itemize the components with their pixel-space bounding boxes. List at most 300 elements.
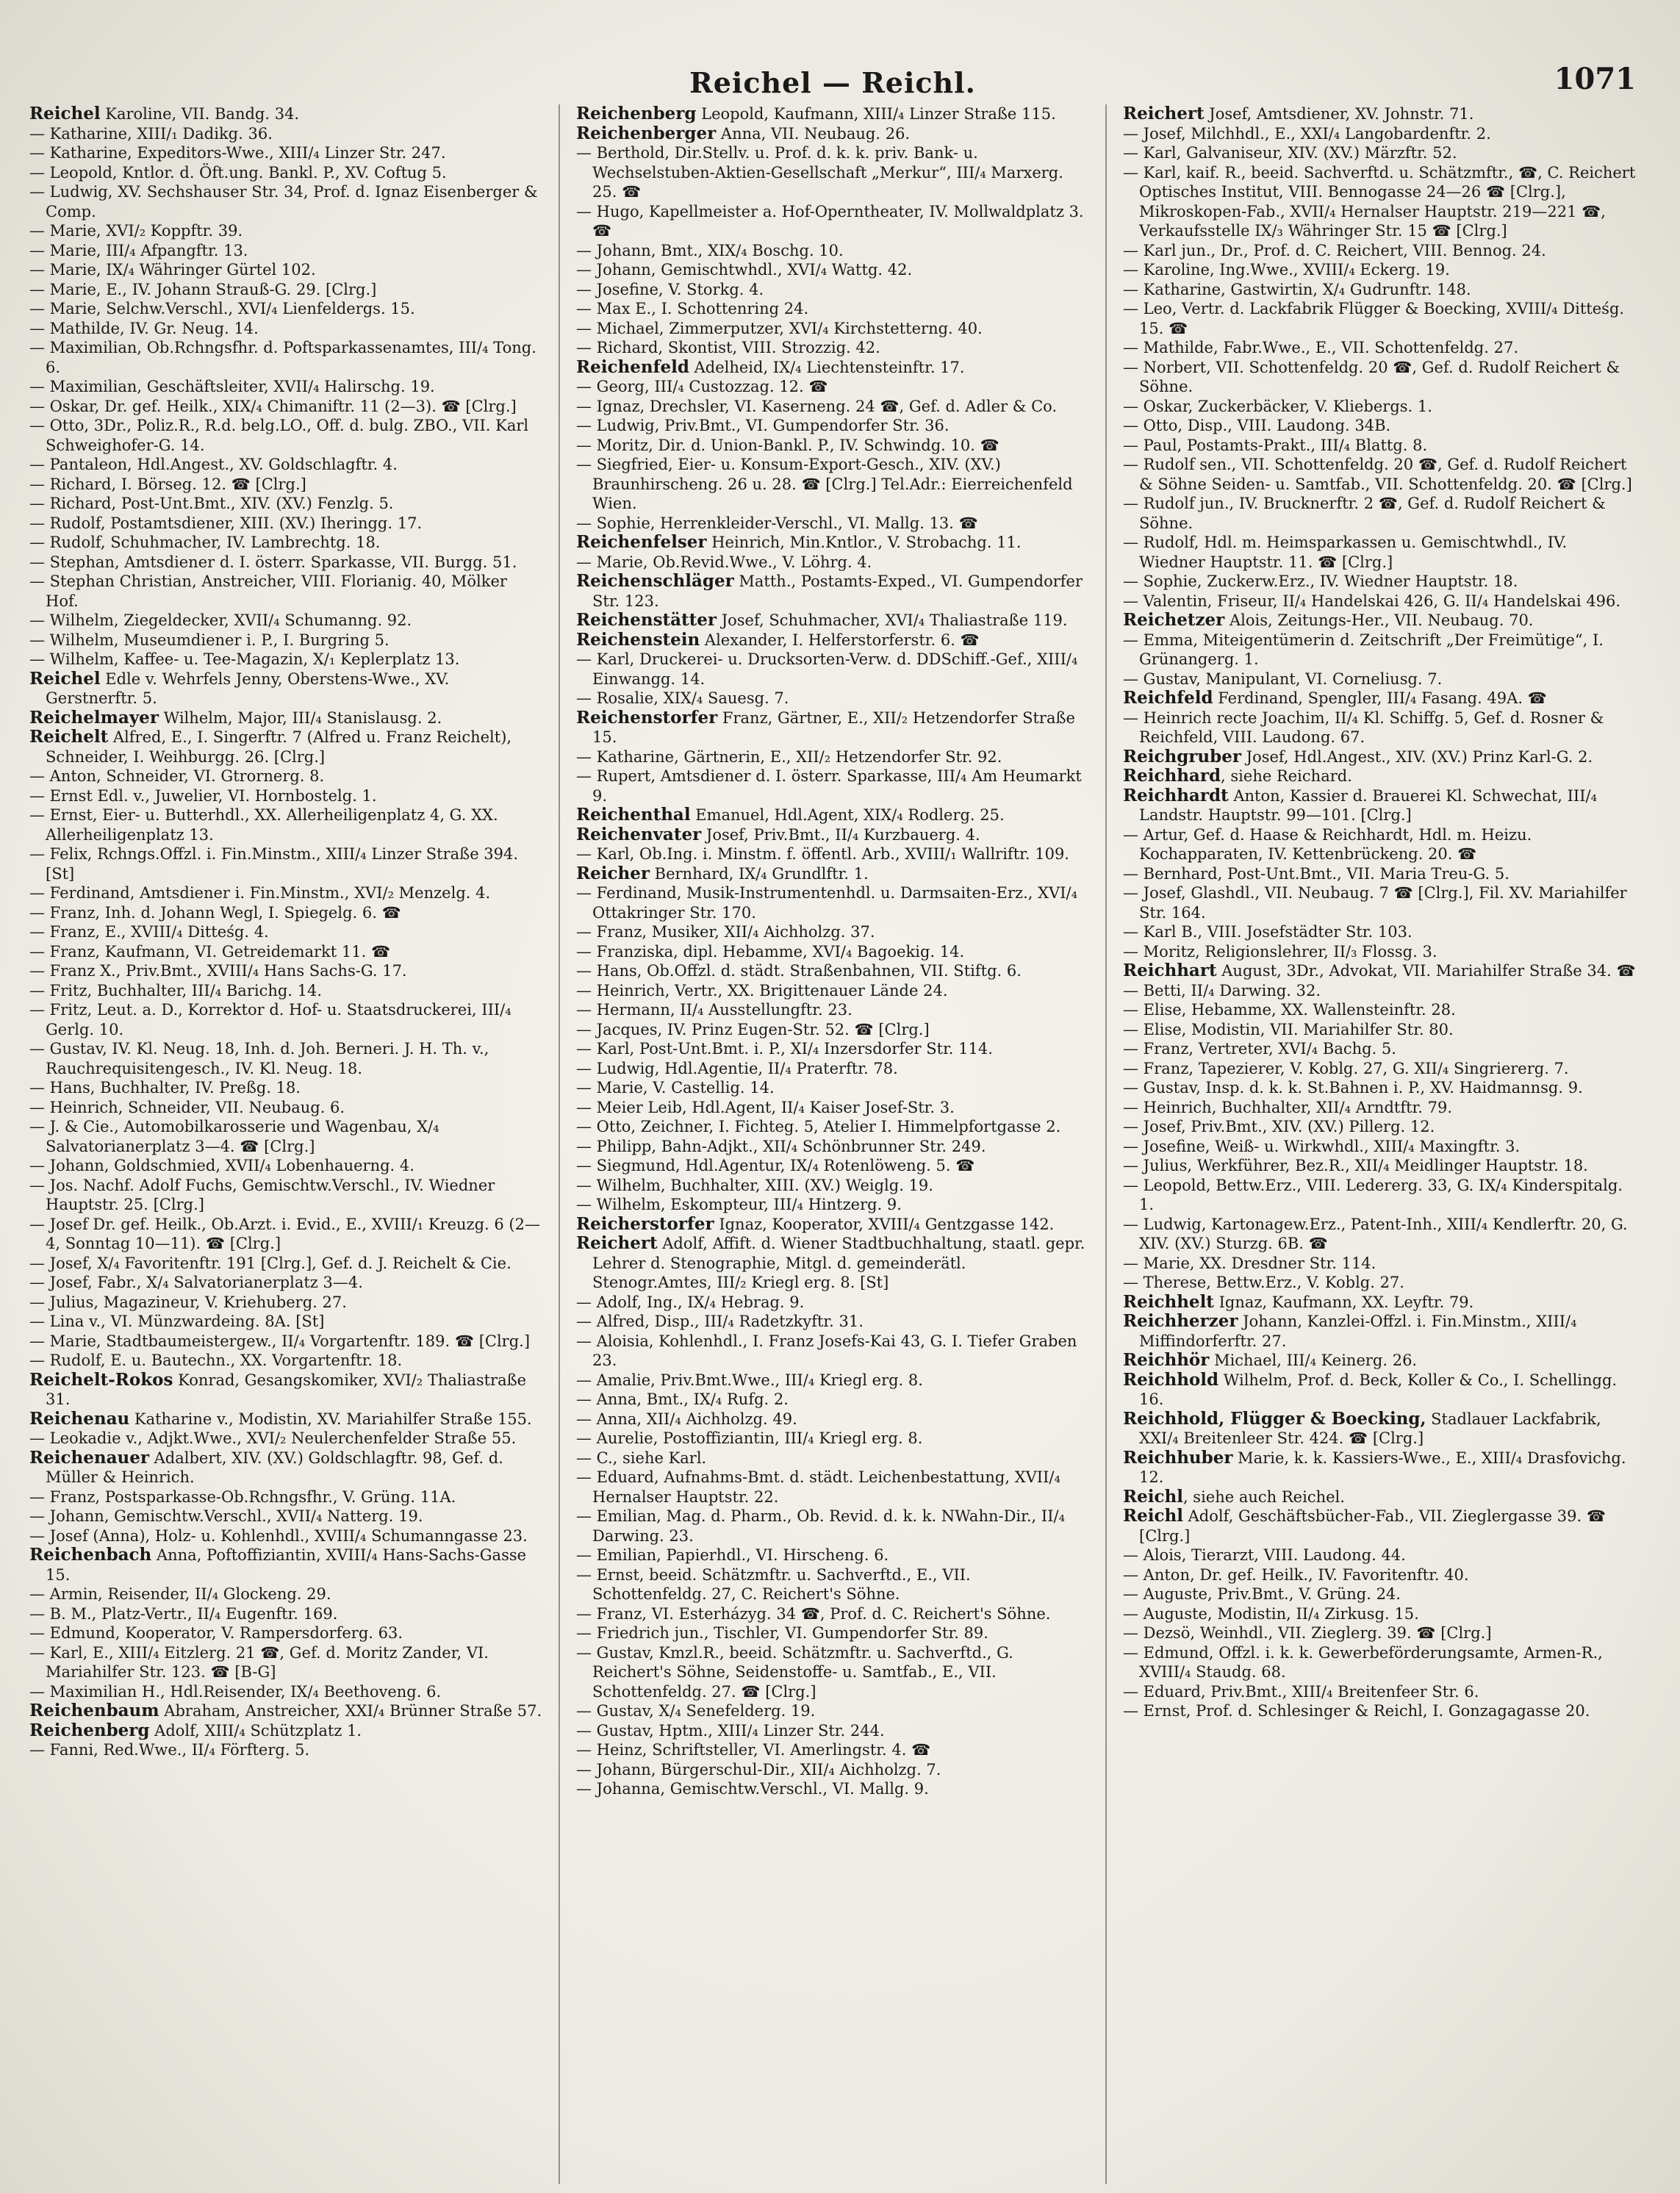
entry-text: — Aurelie, Postoffiziantin, III/₄ Kriegl erg. 8. <box>576 1429 923 1447</box>
sub-entry <box>576 377 1089 397</box>
entry-text: — Gustav, IV. Kl. Neug. 18, Inh. d. Joh. Berneri. J. H. Th. v., Rauchrequisitengesch., IV. Kl. Neug. 18. <box>29 1040 489 1077</box>
sub-entry <box>29 883 542 903</box>
surname-entry <box>29 1449 542 1487</box>
entry-text: Ignaz, Kooperator, XVIII/₄ Gentzgasse 142. <box>714 1215 1055 1233</box>
sub-entry <box>1123 572 1636 592</box>
sub-entry <box>1123 163 1636 241</box>
sub-entry <box>576 241 1089 261</box>
surname: Reichert <box>576 1233 658 1253</box>
entry-text: — Wilhelm, Buchhalter, XIII. (XV.) Weiglg. 19. <box>576 1176 933 1194</box>
entry-text: — Leopold, Bettw.Erz., VIII. Ledererg. 33, G. IX/₄ Kinderspitalg. 1. <box>1123 1176 1623 1213</box>
entry-text: — Franz, Kaufmann, VI. Getreidemarkt 11. ☎ <box>29 942 391 961</box>
sub-entry <box>1123 1701 1636 1721</box>
entry-text: — Heinz, Schriftsteller, VI. Amerlingstr. 4. ☎ <box>576 1741 931 1759</box>
sub-entry <box>576 981 1089 1001</box>
entry-text: — Josef, Milchhdl., E., XXI/₄ Langobardenftr. 2. <box>1123 124 1491 143</box>
sub-entry <box>1123 436 1636 456</box>
entry-text: — Siegmund, Hdl.Agentur, IX/₄ Rotenlöweng. 5. ☎ <box>576 1157 975 1174</box>
surname: Reichhör <box>1123 1350 1210 1370</box>
surname-entry <box>1123 104 1636 124</box>
sub-entry <box>576 1740 1089 1760</box>
sub-entry <box>576 883 1089 922</box>
entry-text: — Marie, Selchw.Verschl., XVI/₄ Lienfeldergs. 15. <box>29 300 415 317</box>
entry-text: — Franz X., Priv.Bmt., XVIII/₄ Hans Sachs-G. 17. <box>29 962 407 980</box>
sub-entry <box>576 1779 1089 1799</box>
entry-text: — Stephan, Amtsdiener d. I. österr. Sparkasse, VII. Burgg. 51. <box>29 553 517 571</box>
surname: Reichl <box>1123 1506 1183 1526</box>
sub-entry <box>29 844 542 883</box>
surname-entry <box>1123 1487 1636 1507</box>
sub-entry <box>29 903 542 923</box>
surname-entry <box>29 670 542 708</box>
entry-text: — Marie, Stadtbaumeistergew., II/₄ Vorgartenftr. 189. ☎ [Clrg.] <box>29 1332 531 1350</box>
sub-entry <box>1123 922 1636 942</box>
sub-entry <box>576 1546 1089 1565</box>
sub-entry <box>29 182 542 221</box>
entry-text: — Leokadie v., Adjkt.Wwe., XVI/₂ Neulerchenfelder Straße 55. <box>29 1429 517 1447</box>
entry-text: — Edmund, Kooperator, V. Rampersdorferg. 63. <box>29 1624 403 1642</box>
surname: Reichhold <box>1123 1369 1219 1390</box>
sub-entry <box>1123 1098 1636 1118</box>
entry-text: — Ferdinand, Musik-Instrumentenhdl. u. Darmsaiten-Erz., XVI/₄ Ottakringer Str. 170. <box>576 884 1077 922</box>
sub-entry <box>576 961 1089 981</box>
entry-text: — Maximilian, Geschäftsleiter, XVII/₄ Halirschg. 19. <box>29 378 435 395</box>
entry-text: — Franziska, dipl. Hebamme, XVI/₄ Bagoekig. 14. <box>576 942 965 961</box>
surname: Reichenstätter <box>576 610 717 630</box>
entry-text: — Josefine, Weiß- u. Wirkwhdl., XIII/₄ Maxingftr. 3. <box>1123 1137 1521 1155</box>
surname-entry <box>576 864 1089 884</box>
entry-text: — Richard, Post-Unt.Bmt., XIV. (XV.) Fenzlg. 5. <box>29 495 394 512</box>
sub-entry <box>576 1117 1089 1137</box>
surname: Reichel <box>29 668 101 689</box>
entry-text: — Rudolf, Hdl. m. Heimsparkassen u. Gemischtwhdl., IV. Wiedner Hauptstr. 11. ☎ [Clrg.] <box>1123 534 1568 571</box>
entry-text: — Heinrich, Schneider, VII. Neubaug. 6. <box>29 1098 345 1116</box>
entry-text: Alfred, E., I. Singerftr. 7 (Alfred u. Franz Reichelt), Schneider, I. Weihburgg. 26. [Clrg.] <box>46 728 512 766</box>
sub-entry <box>576 280 1089 300</box>
entry-text: — Rudolf, Postamtsdiener, XIII. (XV.) Iheringg. 17. <box>29 514 423 532</box>
sub-entry <box>1123 981 1636 1001</box>
sub-entry <box>576 1468 1089 1507</box>
surname: Reichenauer <box>29 1447 149 1468</box>
entry-text: Franz, Gärtner, E., XII/₂ Hetzendorfer Straße 15. <box>592 708 1075 746</box>
surname-entry <box>1123 961 1636 981</box>
sub-entry <box>576 1312 1089 1332</box>
surname-entry <box>1123 689 1636 708</box>
entry-text: — Auguste, Modistin, II/₄ Zirkusg. 15. <box>1123 1604 1419 1623</box>
surname: Reichenschläger <box>576 571 734 591</box>
sub-entry <box>29 1526 542 1546</box>
entry-text: — Marie, Ob.Revid.Wwe., V. Löhrg. 4. <box>576 553 872 571</box>
entry-text: — Otto, Disp., VIII. Laudong. 34B. <box>1123 417 1391 434</box>
entry-text: — Josef, Glashdl., VII. Neubaug. 7 ☎ [Clrg.], Fil. XV. Mariahilfer Str. 164. <box>1123 884 1627 922</box>
sub-entry <box>576 1371 1089 1390</box>
sub-entry <box>576 143 1089 202</box>
sub-entry <box>29 1429 542 1449</box>
sub-entry <box>1123 708 1636 747</box>
entry-text: — Leopold, Kntlor. d. Öft.ung. Bankl. P., XV. Coftug 5. <box>29 163 447 182</box>
entry-text: — Sophie, Zuckerw.Erz., IV. Wiedner Hauptstr. 18. <box>1123 573 1518 590</box>
sub-entry <box>1123 1273 1636 1293</box>
sub-entry <box>576 397 1089 417</box>
entry-text: — Armin, Reisender, II/₄ Glockeng. 29. <box>29 1585 331 1603</box>
entry-text: — Hans, Buchhalter, IV. Preßg. 18. <box>29 1079 301 1096</box>
page-header <box>29 51 1636 104</box>
sub-entry <box>576 1429 1089 1449</box>
surname: Reicher <box>576 863 650 883</box>
entry-text: — Ludwig, Hdl.Agentie, II/₄ Praterftr. 78. <box>576 1059 898 1077</box>
surname: Reichelmayer <box>29 707 159 728</box>
sub-entry <box>576 1623 1089 1643</box>
entry-text: Adolf, Affift. d. Wiener Stadtbuchhaltung, staatl. gepr. Lehrer d. Stenographie, Mitgl. d. gemeinderätl. Stenogr.Amtes, III/₂ Kriegl erg. 8. [St] <box>592 1235 1085 1291</box>
entry-text: — Johann, Gemischtw.Verschl., XVII/₄ Natterg. 19. <box>29 1507 423 1525</box>
entry-text: August, 3Dr., Advokat, VII. Mariahilfer Straße 34. ☎ <box>1216 962 1636 980</box>
entry-text: — Fritz, Buchhalter, III/₄ Barichg. 14. <box>29 981 323 999</box>
entry-text: — Katharine, Gärtnerin, E., XII/₂ Hetzendorfer Str. 92. <box>576 747 1002 766</box>
entry-text: — Eduard, Priv.Bmt., XIII/₄ Breitenfeer Str. 6. <box>1123 1682 1479 1701</box>
entry-text: — Ferdinand, Amtsdiener i. Fin.Minstm., XVI/₂ Menzelg. 4. <box>29 884 491 902</box>
entry-text: , siehe Reichard. <box>1221 767 1352 785</box>
entry-text: — Siegfried, Eier- u. Konsum-Export-Gesch., XIV. (XV.) Braunhirscheng. 26 u. 28. ☎ [Clrg.] Tel.Adr.: Eierreichenfeld Wien. <box>576 456 1073 512</box>
entry-text: Adolf, Geschäftsbücher-Fab., VII. Zieglergasse 39. ☎ [Clrg.] <box>1139 1507 1607 1545</box>
entry-text: — Lina v., VI. Münzwardeing. 8A. [St] <box>29 1313 325 1330</box>
entry-text: — C., siehe Karl. <box>576 1449 707 1467</box>
entry-text: — Rudolf, E. u. Bautechn., XX. Vorgartenftr. 18. <box>29 1352 403 1369</box>
entry-text: — Stephan Christian, Anstreicher, VIII. Florianig. 40, Mölker Hof. <box>29 573 507 610</box>
sub-entry <box>29 1117 542 1156</box>
sub-entry <box>29 942 542 962</box>
surname-entry <box>576 825 1089 845</box>
surname-entry <box>1123 1371 1636 1410</box>
sub-entry <box>29 1507 542 1526</box>
sub-entry <box>29 1623 542 1643</box>
sub-entry <box>576 1760 1089 1780</box>
sub-entry <box>576 1098 1089 1118</box>
sub-entry <box>29 455 542 475</box>
sub-entry <box>29 1078 542 1098</box>
entry-text: — Edmund, Offzl. i. k. k. Gewerbeförderungsamte, Armen-R., XVIII/₄ Staudg. 68. <box>1123 1643 1603 1681</box>
surname: Reichgruber <box>1123 746 1241 767</box>
sub-entry <box>29 1682 542 1702</box>
column-2 <box>576 104 1089 2184</box>
entry-text: — J. & Cie., Automobilkarosserie und Wagenbau, X/₄ Salvatorianerplatz 3—4. ☎ [Clrg.] <box>29 1118 439 1155</box>
surname-entry <box>29 104 542 124</box>
entry-text: Leopold, Kaufmann, XIII/₄ Linzer Straße 115. <box>696 105 1056 123</box>
sub-entry <box>29 572 542 611</box>
entry-text: — Hermann, II/₄ Ausstellungftr. 23. <box>576 1001 852 1019</box>
column-1 <box>29 104 542 2184</box>
entry-text: — Otto, Zeichner, I. Fichteg. 5, Atelier I. Himmelpfortgasse 2. <box>576 1118 1061 1135</box>
surname: Reichelt <box>29 727 109 747</box>
sub-entry <box>1123 1000 1636 1020</box>
entry-text: — Elise, Modistin, VII. Mariahilfer Str. 80. <box>1123 1020 1454 1038</box>
entry-text: — Gustav, X/₄ Senefelderg. 19. <box>576 1702 816 1720</box>
sub-entry <box>1123 124 1636 144</box>
entry-text: — Alfred, Disp., III/₄ Radetzkyftr. 31. <box>576 1313 864 1330</box>
entry-text: — Emilian, Mag. d. Pharm., Ob. Revid. d. k. k. NWahn-Dir., II/₄ Darwing. 23. <box>576 1507 1065 1545</box>
sub-entry <box>576 1390 1089 1410</box>
sub-entry <box>576 1293 1089 1313</box>
sub-entry <box>1123 1117 1636 1137</box>
sub-entry <box>29 1254 542 1274</box>
surname-entry <box>576 1215 1089 1235</box>
entry-text: — Karl, Post-Unt.Bmt. i. P., XI/₄ Inzersdorfer Str. 114. <box>576 1040 993 1058</box>
surname: Reichenberg <box>576 104 697 123</box>
sub-entry <box>576 767 1089 805</box>
running-head: Reichel — Reichl. <box>689 66 976 99</box>
entry-text: — Valentin, Friseur, II/₄ Handelskai 426, G. II/₄ Handelskai 496. <box>1123 592 1621 610</box>
surname-entry <box>576 358 1089 378</box>
surname: Reichfeld <box>1123 688 1213 708</box>
sub-entry <box>576 1195 1089 1215</box>
entry-text: — Marie, V. Castellig. 14. <box>576 1079 775 1096</box>
sub-entry <box>576 689 1089 708</box>
sub-entry <box>576 1078 1089 1098</box>
sub-entry <box>1123 1623 1636 1643</box>
entry-text: — Elise, Hebamme, XX. Wallensteinftr. 28. <box>1123 1001 1456 1019</box>
sub-entry <box>29 260 542 280</box>
entry-text: — Franz, Tapezierer, V. Koblg. 27, G. XII/₄ Singriererg. 7. <box>1123 1059 1569 1077</box>
entry-text: Katharine v., Modistin, XV. Mariahilfer Straße 155. <box>129 1410 532 1428</box>
sub-entry <box>1123 631 1636 670</box>
sub-entry <box>576 1565 1089 1604</box>
sub-entry <box>1123 143 1636 163</box>
entry-text: — Marie, IX/₄ Währinger Gürtel 102. <box>29 261 316 279</box>
sub-entry <box>29 1293 542 1313</box>
sub-entry <box>576 1020 1089 1040</box>
sub-entry <box>29 981 542 1001</box>
entry-text: — Aloisia, Kohlenhdl., I. Franz Josefs-Kai 43, G. I. Tiefer Graben 23. <box>576 1332 1077 1369</box>
entry-text: — Josef, X/₄ Favoritenftr. 191 [Clrg.], Gef. d. J. Reichelt & Cie. <box>29 1254 511 1272</box>
surname: Reichenstorfer <box>576 707 718 728</box>
entry-text: — Ignaz, Drechsler, VI. Kaserneng. 24 ☎, Gef. d. Adler & Co. <box>576 397 1058 415</box>
surname: Reichenau <box>29 1408 130 1429</box>
surname: Reichhart <box>1123 961 1217 980</box>
entry-text: — Maximilian, Ob.Rchngsfhr. d. Poftsparkassenamtes, III/₄ Tong. 6. <box>29 339 536 376</box>
surname: Reichherzer <box>1123 1311 1238 1331</box>
surname-entry <box>1123 1449 1636 1487</box>
sub-entry <box>576 1137 1089 1157</box>
surname: Reichenberger <box>576 123 717 143</box>
surname-entry <box>576 611 1089 631</box>
sub-entry <box>576 1176 1089 1196</box>
sub-entry <box>576 1156 1089 1176</box>
sub-entry <box>1123 338 1636 358</box>
entry-text: — Otto, 3Dr., Poliz.R., R.d. belg.LO., Off. d. bulg. ZBO., VII. Karl Schweighofer-G. 14. <box>29 417 529 454</box>
entry-text: — Heinrich, Buchhalter, XII/₄ Arndtftr. 79. <box>1123 1098 1453 1116</box>
entry-text: Emanuel, Hdl.Agent, XIX/₄ Rodlerg. 25. <box>690 806 1005 824</box>
sub-entry <box>1123 1565 1636 1585</box>
sub-entry <box>29 1332 542 1352</box>
entry-text: — Wilhelm, Kaffee- u. Tee-Magazin, X/₁ Keplerplatz 13. <box>29 650 460 668</box>
entry-text: — Wilhelm, Ziegeldecker, XVII/₄ Schumanng. 92. <box>29 611 412 629</box>
entry-text: Karoline, VII. Bandg. 34. <box>100 105 300 123</box>
entry-text: — Oskar, Zuckerbäcker, V. Kliebergs. 1. <box>1123 397 1432 415</box>
entry-text: — Josef Dr. gef. Heilk., Ob.Arzt. i. Evid., E., XVIII/₁ Kreuzg. 6 (2—4, Sonntag 10—11). ☎ [Clrg.] <box>29 1215 540 1252</box>
entry-text: — Franz, VI. Esterházyg. 34 ☎, Prof. d. C. Reichert's Söhne. <box>576 1604 1051 1623</box>
entry-text: — Josef, Priv.Bmt., XIV. (XV.) Pillerg. 12. <box>1123 1118 1435 1135</box>
entry-text: — Wilhelm, Museumdiener i. P., I. Burgring 5. <box>29 631 390 649</box>
entry-text: Edle v. Wehrfels Jenny, Oberstens-Wwe., XV. Gerstnerftr. 5. <box>46 670 450 707</box>
surname: Reichhold, Flügger & Boecking, <box>1123 1408 1426 1429</box>
sub-entry <box>29 650 542 670</box>
sub-entry <box>576 1410 1089 1429</box>
surname: Reichenfelser <box>576 532 707 552</box>
surname-entry <box>1123 611 1636 631</box>
surname-entry <box>29 728 542 767</box>
sub-entry <box>1123 1682 1636 1702</box>
entry-text: — Artur, Gef. d. Haase & Reichhardt, Hdl. m. Heizu. Kochapparaten, IV. Kettenbrückeng. 20. ☎ <box>1123 825 1532 863</box>
column-divider <box>559 104 560 2184</box>
entry-text: — Richard, Skontist, VIII. Strozzig. 42. <box>576 339 880 356</box>
entry-text: — Franz, Musiker, XII/₄ Aichholzg. 37. <box>576 923 875 941</box>
surname-entry <box>1123 1351 1636 1371</box>
entry-text: — Mathilde, Fabr.Wwe., E., VII. Schottenfeldg. 27. <box>1123 339 1519 356</box>
entry-text: — Marie, III/₄ Afpangftr. 13. <box>29 241 248 259</box>
sub-entry <box>1123 1643 1636 1682</box>
entry-text: — Rupert, Amtsdiener d. I. österr. Sparkasse, III/₄ Am Heumarkt 9. <box>576 767 1082 805</box>
sub-entry <box>29 163 542 183</box>
entry-text: — Karl, Galvaniseur, XIV. (XV.) Märzftr. 52. <box>1123 144 1457 162</box>
sub-entry <box>29 805 542 844</box>
entry-text: — Auguste, Priv.Bmt., V. Grüng. 24. <box>1123 1585 1401 1603</box>
entry-text: — Oskar, Dr. gef. Heilk., XIX/₄ Chimaniftr. 11 (2—3). ☎ [Clrg.] <box>29 397 517 415</box>
surname-entry <box>576 1234 1089 1293</box>
sub-entry <box>1123 358 1636 397</box>
sub-entry <box>29 1273 542 1293</box>
entry-text: Adelheid, IX/₄ Liechtensteinftr. 17. <box>689 358 965 376</box>
sub-entry <box>29 338 542 377</box>
surname: Reichenfeld <box>576 356 689 377</box>
sub-entry <box>576 299 1089 319</box>
entry-text: — Berthold, Dir.Stellv. u. Prof. d. k. k. priv. Bank- u. Wechselstuben-Aktien-Gesellschaft „Merkur“, III/₄ Marxerg. 25. ☎ <box>576 144 1063 201</box>
sub-entry <box>1123 1215 1636 1254</box>
surname: Reichenbaum <box>29 1701 159 1720</box>
entry-text: — Ludwig, Kartonagew.Erz., Patent-Inh., XIII/₄ Kendlerftr. 20, G. XIV. (XV.) Sturzg. 6B. ☎ <box>1123 1215 1628 1252</box>
surname-entry <box>576 572 1089 611</box>
entry-text: — Rudolf, Schuhmacher, IV. Lambrechtg. 18. <box>29 534 381 551</box>
sub-entry <box>29 767 542 786</box>
entry-text: — Gustav, Kmzl.R., beeid. Schätzmftr. u. Sachverftd., G. Reichert's Söhne, Seidenstoffe- u. Samtfab., E., VII. Schottenfeldg. 27. ☎ [Clrg.] <box>576 1643 1013 1701</box>
sub-entry <box>29 143 542 163</box>
sub-entry <box>29 1312 542 1332</box>
sub-entry <box>29 1098 542 1118</box>
entry-text: — Franz, Inh. d. Johann Wegl, I. Spiegelg. 6. ☎ <box>29 903 401 922</box>
sub-entry <box>1123 241 1636 261</box>
sub-entry <box>576 844 1089 864</box>
surname-entry <box>576 708 1089 747</box>
sub-entry <box>1123 883 1636 922</box>
column-3 <box>1123 104 1636 2184</box>
entry-text: — Ernst, Prof. d. Schlesinger & Reichl, I. Gonzagagasse 20. <box>1123 1702 1590 1720</box>
surname-entry <box>29 1371 542 1410</box>
surname: Reichetzer <box>1123 610 1225 630</box>
sub-entry <box>1123 1546 1636 1565</box>
entry-text: — Josef (Anna), Holz- u. Kohlenhdl., XVIII/₄ Schumanngasse 23. <box>29 1526 528 1545</box>
entry-text: — Anton, Schneider, VI. Gtrornerg. 8. <box>29 767 325 785</box>
entry-text: — Karl, kaif. R., beeid. Sachverftd. u. Schätzmftr., ☎, C. Reichert Optisches Institut, VIII. Bennogasse 24—26 ☎ [Clrg.], Mikroskopen-Fab., XVII/₄ Hernalser Hauptstr. 219—221 ☎, Verkaufsstelle IX/₃ Währinger Str. 15 ☎ [Clrg.] <box>1123 163 1636 240</box>
sub-entry <box>1123 397 1636 417</box>
entry-text: Josef, Schuhmacher, XVI/₄ Thaliastraße 119. <box>717 611 1068 629</box>
entry-text: Josef, Amtsdiener, XV. Johnstr. 71. <box>1204 105 1474 123</box>
surname: Reichelt-Rokos <box>29 1369 173 1390</box>
column-divider <box>1105 104 1107 2184</box>
sub-entry <box>1123 416 1636 436</box>
sub-entry <box>29 1487 542 1507</box>
surname-entry <box>576 533 1089 553</box>
sub-entry <box>576 455 1089 514</box>
sub-entry <box>29 377 542 397</box>
entry-text: — Alois, Tierarzt, VIII. Laudong. 44. <box>1123 1546 1406 1564</box>
sub-entry <box>29 922 542 942</box>
entry-text: — Moritz, Dir. d. Union-Bankl. P., IV. Schwindg. 10. ☎ <box>576 436 999 454</box>
sub-entry <box>1123 260 1636 280</box>
surname-entry <box>29 1721 542 1741</box>
entry-text: Stadlauer Lackfabrik, XXI/₄ Breitenleer Str. 424. ☎ [Clrg.] <box>1139 1410 1601 1447</box>
sub-entry <box>29 280 542 300</box>
entry-text: — Rudolf jun., IV. Brucknerftr. 2 ☎, Gef. d. Rudolf Reichert & Söhne. <box>1123 495 1606 532</box>
entry-text: Anna, VII. Neubaug. 26. <box>716 124 911 143</box>
entry-text: — Katharine, XIII/₁ Dadikg. 36. <box>29 124 273 143</box>
entry-text: — Rudolf sen., VII. Schottenfeldg. 20 ☎, Gef. d. Rudolf Reichert & Söhne Seiden- u. Samtfab., VII. Schottenfeldg. 20. ☎ [Clrg.] <box>1123 456 1632 493</box>
sub-entry <box>1123 864 1636 884</box>
entry-text: — Franz, Vertreter, XVI/₄ Bachg. 5. <box>1123 1040 1396 1058</box>
surname-entry <box>1123 747 1636 767</box>
sub-entry <box>29 1740 542 1760</box>
entry-text: — Marie, E., IV. Johann Strauß-G. 29. [Clrg.] <box>29 280 377 298</box>
sub-entry <box>576 1449 1089 1468</box>
entry-text: Alois, Zeitungs-Her., VII. Neubaug. 70. <box>1224 611 1534 629</box>
sub-entry <box>576 1059 1089 1079</box>
surname-entry <box>576 124 1089 144</box>
surname-entry <box>1123 786 1636 825</box>
entry-text: — Ernst Edl. v., Juwelier, VI. Hornbostelg. 1. <box>29 786 377 805</box>
entry-text: — Anton, Dr. gef. Heilk., IV. Favoritenftr. 40. <box>1123 1565 1469 1584</box>
sub-entry <box>29 1604 542 1624</box>
entry-text: Wilhelm, Prof. d. Beck, Koller & Co., I. Schellingg. 16. <box>1139 1371 1618 1408</box>
entry-text: — Georg, III/₄ Custozzag. 12. ☎ <box>576 378 828 395</box>
entry-text: — Felix, Rchngs.Offzl. i. Fin.Minstm., XIII/₄ Linzer Straße 394. [St] <box>29 845 519 883</box>
entry-text: Ferdinand, Spengler, III/₄ Fasang. 49A. ☎ <box>1213 689 1547 707</box>
sub-entry <box>1123 592 1636 611</box>
sub-entry <box>29 1215 542 1254</box>
sub-entry <box>1123 494 1636 533</box>
entry-text: Alexander, I. Helferstorferstr. 6. ☎ <box>700 631 980 649</box>
entry-text: Michael, III/₄ Keinerg. 26. <box>1209 1352 1418 1369</box>
surname: Reichl <box>1123 1486 1183 1507</box>
sub-entry <box>29 221 542 241</box>
entry-text: — Ernst, Eier- u. Butterhdl., XX. Allerheiligenplatz 4, G. XX. Allerheiligenplatz 13. <box>29 806 498 844</box>
surname: Reichel <box>29 104 101 123</box>
sub-entry <box>576 319 1089 339</box>
sub-entry <box>29 1000 542 1039</box>
entry-text: — Mathilde, IV. Gr. Neug. 14. <box>29 319 259 337</box>
sub-entry <box>1123 533 1636 572</box>
entry-text: — Paul, Postamts-Prakt., III/₄ Blattg. 8. <box>1123 436 1428 454</box>
entry-text: — Karl B., VIII. Josefstädter Str. 103. <box>1123 923 1412 941</box>
entry-text: — Max E., I. Schottenring 24. <box>576 300 809 317</box>
sub-entry <box>576 1643 1089 1702</box>
sub-entry <box>576 436 1089 456</box>
entry-text: — Emma, Miteigentümerin d. Zeitschrift „Der Freimütige“, I. Grünangerg. 1. <box>1123 631 1604 668</box>
entry-text: — Johann, Goldschmied, XVII/₄ Lobenhauerng. 4. <box>29 1157 414 1174</box>
entry-text: — Amalie, Priv.Bmt.Wwe., III/₄ Kriegl erg. 8. <box>576 1371 923 1389</box>
surname: Reichhardt <box>1123 785 1229 805</box>
entry-text: Josef, Hdl.Angest., XIV. (XV.) Prinz Karl-G. 2. <box>1241 747 1593 766</box>
sub-entry <box>1123 1137 1636 1157</box>
sub-entry <box>29 1643 542 1682</box>
surname: Reichhard <box>1123 766 1221 786</box>
sub-entry <box>576 202 1089 241</box>
